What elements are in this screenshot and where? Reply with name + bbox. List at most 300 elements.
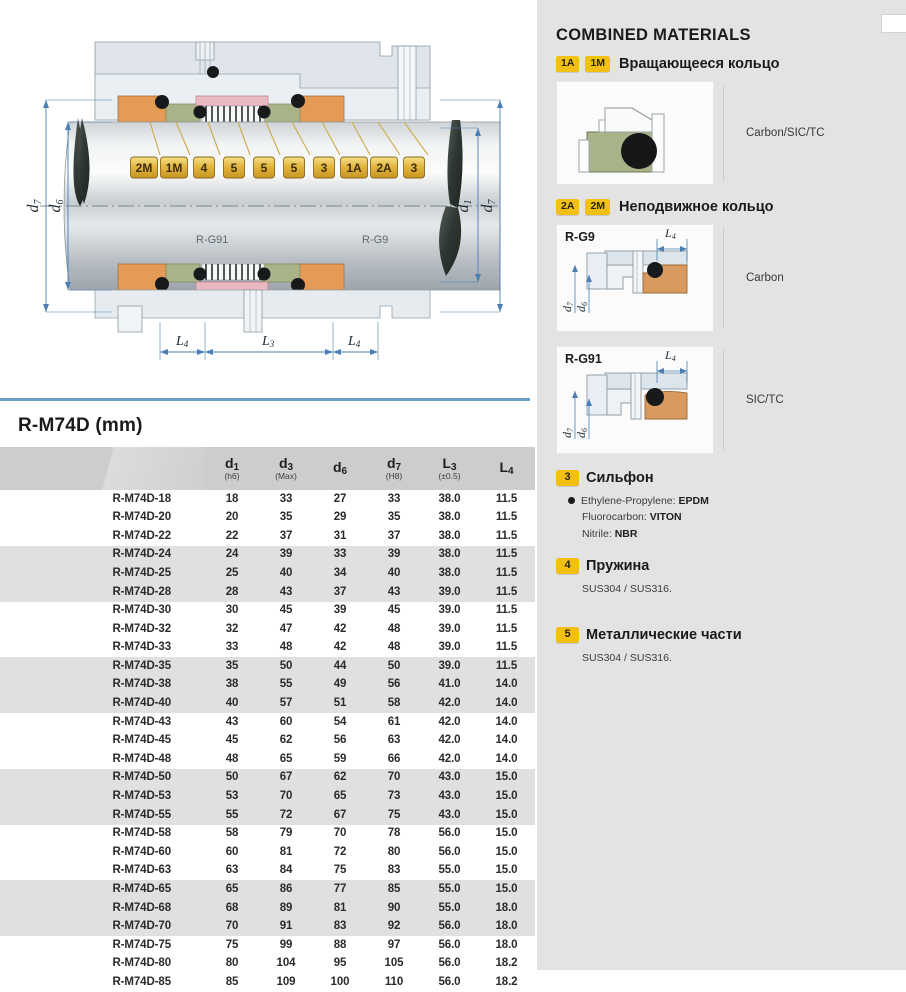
bellows-header (556, 470, 888, 486)
cell-model: R-M74D-24 (112, 548, 171, 561)
cell-d3: 33 (279, 492, 293, 505)
stationary-rg91-label: R-G91 (565, 352, 602, 366)
cell-d7: 39 (387, 548, 401, 561)
cell-L3: 42.0 (438, 715, 461, 728)
cell-model: R-M74D-55 (112, 808, 171, 821)
cell-L3: 41.0 (438, 678, 461, 691)
cell-d6: 72 (333, 845, 347, 858)
cell-d3: 62 (279, 734, 293, 747)
column-header-d6 (313, 447, 367, 490)
stationary-ring-title: Неподвижное кольцо (619, 199, 774, 215)
cell-d1: 33 (225, 641, 239, 654)
cell-L4: 11.5 (495, 641, 518, 654)
dim-L3-center-text: L3 (262, 334, 275, 349)
table-row[interactable] (0, 676, 535, 695)
cell-model: R-M74D-65 (112, 883, 171, 896)
cell-L3: 38.0 (438, 548, 461, 561)
bellows-section (556, 470, 888, 542)
cell-d1: 55 (225, 808, 239, 821)
metal-parts-section (556, 627, 888, 666)
stationary-ring-header (556, 199, 888, 215)
rg9-dim-d6-text: d6 (574, 302, 589, 312)
cell-d1: 70 (225, 920, 239, 933)
cell-L3: 55.0 (438, 901, 461, 914)
badge-2m: 2M (585, 199, 610, 214)
table-row[interactable] (0, 936, 535, 955)
cell-d7: 40 (387, 566, 401, 579)
cell-d1: 75 (225, 938, 239, 951)
cell-d1: 43 (225, 715, 239, 728)
stationary-rg91-material: SIC/TC (746, 394, 784, 406)
cell-d6: 70 (333, 827, 347, 840)
cell-d6: 42 (333, 622, 347, 635)
cell-d6: 49 (333, 678, 347, 691)
cell-L4: 15.0 (495, 864, 518, 877)
cell-model: R-M74D-38 (112, 678, 171, 691)
cell-model: R-M74D-20 (112, 511, 171, 524)
callout-badge-label: 5 (290, 161, 298, 175)
table-row[interactable] (0, 509, 535, 528)
column-header-L4 (478, 447, 535, 490)
column-header-d3 (259, 447, 313, 490)
cell-d1: 45 (225, 734, 239, 747)
bellows-value-3: NBR (614, 527, 638, 540)
cell-L4: 15.0 (495, 827, 518, 840)
cell-L4: 11.5 (495, 548, 518, 561)
sidebar-heading: COMBINED MATERIALS (556, 26, 751, 44)
cell-d1: 38 (225, 678, 239, 691)
cell-d7: 73 (387, 790, 401, 803)
table-row[interactable] (0, 732, 535, 751)
dim-d7-left-text: d7 (25, 199, 44, 213)
cell-L4: 14.0 (495, 715, 518, 728)
cell-d6: 31 (333, 529, 347, 542)
cell-d3: 91 (279, 920, 293, 933)
table-row[interactable] (0, 639, 535, 658)
cell-d6: 65 (333, 790, 347, 803)
cell-L4: 18.0 (495, 920, 518, 933)
cell-d1: 32 (225, 622, 239, 635)
housing-lower (95, 290, 430, 332)
bellows-line-2 (582, 509, 888, 525)
metal-parts-material: SUS304 / SUS316. (582, 652, 672, 665)
dim-d7-right-text: d7 (479, 199, 498, 213)
cell-L3: 43.0 (438, 808, 461, 821)
table-row[interactable] (0, 620, 535, 639)
column-header-symbol: $d_3$ (278, 454, 294, 473)
cell-d3: 60 (279, 715, 293, 728)
cell-d6: 33 (333, 548, 347, 561)
cell-L3: 39.0 (438, 641, 461, 654)
cell-model: R-M74D-63 (112, 864, 171, 877)
cell-d7: 75 (387, 808, 401, 821)
cell-L4: 18.0 (495, 901, 518, 914)
cell-L3: 56.0 (438, 957, 461, 970)
spring-title: Пружина (586, 557, 650, 574)
cell-d1: 68 (225, 901, 239, 914)
cell-d7: 48 (387, 622, 401, 635)
panel-notch-icon (881, 14, 906, 33)
spring-material: SUS304 / SUS316. (582, 582, 672, 595)
cell-L3: 39.0 (438, 659, 461, 672)
cell-L3: 42.0 (438, 734, 461, 747)
seal-assembly-drawing (0, 0, 530, 398)
cell-model: R-M74D-58 (112, 827, 171, 840)
cell-d3: 45 (279, 604, 293, 617)
cell-d6: 37 (333, 585, 347, 598)
cell-d6: 39 (333, 604, 347, 617)
cell-d7: 92 (387, 920, 401, 933)
cell-model: R-M74D-80 (112, 957, 171, 970)
cell-d6: 42 (333, 641, 347, 654)
table-row[interactable] (0, 546, 535, 565)
cell-L4: 14.0 (495, 734, 518, 747)
cell-d6: 88 (333, 938, 347, 951)
bellows-value-1: EPDM (678, 495, 709, 507)
cell-L3: 43.0 (438, 790, 461, 803)
cell-d6: 29 (333, 511, 347, 524)
combined-materials-sidebar (537, 0, 906, 970)
table-row[interactable] (0, 788, 535, 807)
cell-L4: 15.0 (495, 790, 518, 803)
cell-model: R-M74D-32 (112, 622, 171, 635)
cell-L3: 56.0 (438, 920, 461, 933)
cell-L3: 39.0 (438, 604, 461, 617)
table-row[interactable] (0, 583, 535, 602)
cell-d7: 110 (384, 975, 404, 988)
bellows-label-1: Ethylene-Propylene: (581, 495, 676, 507)
cell-L4: 14.0 (495, 678, 518, 691)
badge-3: 3 (556, 470, 579, 486)
cell-d6: 62 (333, 771, 347, 784)
column-header-note: (h6) (224, 471, 240, 482)
badge-5: 5 (556, 627, 579, 643)
stationary-rg9-label: R-G9 (565, 230, 595, 244)
callout-badge-label: 5 (260, 161, 268, 175)
cell-d7: 45 (387, 604, 401, 617)
cell-d7: 90 (387, 901, 401, 914)
cell-d3: 65 (279, 752, 293, 765)
cell-L3: 38.0 (438, 566, 461, 579)
badge-1m: 1M (585, 56, 610, 71)
cell-d3: 109 (276, 975, 296, 988)
table-row[interactable] (0, 899, 535, 918)
cell-d1: 35 (225, 659, 239, 672)
bellows-line-3 (582, 526, 888, 542)
cell-L4: 14.0 (495, 697, 518, 710)
bullet-dot-icon (568, 497, 575, 504)
cell-model: R-M74D-48 (112, 752, 171, 765)
spec-table-header-row (0, 447, 535, 490)
cell-d3: 72 (279, 808, 293, 821)
cell-d7: 70 (387, 771, 401, 784)
column-header-note: (±0.5) (438, 471, 461, 482)
rotating-ring-row (556, 81, 888, 185)
cell-L3: 55.0 (438, 883, 461, 896)
cell-L3: 38.0 (438, 529, 461, 542)
cell-L3: 39.0 (438, 585, 461, 598)
cell-L3: 39.0 (438, 622, 461, 635)
stationary-rg9-material: Carbon (746, 272, 784, 284)
column-header-model (0, 447, 205, 490)
cell-L3: 56.0 (438, 938, 461, 951)
cell-L4: 11.5 (495, 622, 518, 635)
cell-d3: 57 (279, 697, 293, 710)
callout-badge-label: 2M (135, 161, 153, 175)
seal-internals-lower (118, 264, 344, 292)
cell-L3: 42.0 (438, 752, 461, 765)
table-row[interactable] (0, 918, 535, 937)
cell-L3: 42.0 (438, 697, 461, 710)
cell-d1: 48 (225, 752, 239, 765)
table-row[interactable] (0, 880, 535, 899)
cell-d1: 22 (225, 529, 239, 542)
spec-table (0, 447, 535, 992)
cell-model: R-M74D-70 (112, 920, 171, 933)
cell-L3: 38.0 (438, 511, 461, 524)
table-row[interactable] (0, 973, 535, 992)
bellows-label-3: Nitrile: (582, 527, 612, 540)
rg91-dim-d6-text: d6 (574, 428, 589, 438)
cell-L4: 11.5 (495, 585, 518, 598)
cell-d7: 105 (384, 957, 404, 970)
cell-d1: 85 (225, 975, 239, 988)
cell-d6: 27 (333, 492, 347, 505)
cell-d7: 61 (387, 715, 401, 728)
rg91-dim-d7-text: d7 (560, 428, 575, 438)
spring-section (556, 558, 888, 597)
bellows-title: Сильфон (586, 470, 654, 486)
table-row[interactable] (0, 657, 535, 676)
cell-d6: 56 (333, 734, 347, 747)
cell-d1: 28 (225, 585, 239, 598)
cell-L4: 15.0 (495, 771, 518, 784)
cell-L3: 56.0 (438, 827, 461, 840)
cell-L4: 15.0 (495, 808, 518, 821)
cell-model: R-M74D-30 (112, 604, 171, 617)
cell-L4: 11.5 (495, 604, 518, 617)
cell-L4: 11.5 (495, 529, 518, 542)
rotating-ring-title: Вращающееся кольцо (619, 56, 780, 72)
cell-d3: 39 (279, 548, 293, 561)
callout-badge-label: 1A (346, 161, 362, 175)
cell-d3: 81 (279, 845, 293, 858)
dim-d6-left-text: d6 (47, 199, 66, 213)
stationary-variant-rg9-row (556, 224, 888, 332)
cell-d3: 99 (279, 938, 293, 951)
cell-model: R-M74D-50 (112, 771, 171, 784)
cell-d7: 85 (387, 883, 401, 896)
bellows-line-1 (568, 493, 888, 509)
cell-d7: 63 (387, 734, 401, 747)
cell-d6: 44 (333, 659, 347, 672)
table-row[interactable] (0, 713, 535, 732)
table-row[interactable] (0, 955, 535, 974)
cell-d3: 84 (279, 864, 293, 877)
cell-d3: 35 (279, 511, 293, 524)
cell-d7: 33 (387, 492, 401, 505)
cell-d7: 66 (387, 752, 401, 765)
cell-d3: 86 (279, 883, 293, 896)
cell-d3: 37 (279, 529, 293, 542)
column-header-note: (Max) (275, 471, 297, 482)
cell-d1: 30 (225, 604, 239, 617)
cell-model: R-M74D-53 (112, 790, 171, 803)
cell-d7: 48 (387, 641, 401, 654)
shaft-label-right-text: R-G9 (362, 234, 389, 246)
cell-d1: 18 (225, 492, 239, 505)
column-header-symbol: $L_3$ (442, 454, 457, 473)
cell-d1: 50 (225, 771, 239, 784)
dim-L4-left-text: L4 (176, 334, 189, 349)
cell-d1: 60 (225, 845, 239, 858)
cell-d7: 43 (387, 585, 401, 598)
callout-badge-label: 3 (320, 161, 328, 175)
column-header-symbol: $d_1$ (224, 454, 240, 473)
spring-header (556, 558, 888, 574)
bellows-label-2: Fluorocarbon: (582, 511, 647, 524)
cell-model: R-M74D-68 (112, 901, 171, 914)
table-row[interactable] (0, 769, 535, 788)
dim-L4-right-text: L4 (348, 334, 361, 349)
column-header-L3 (421, 447, 478, 490)
cell-model: R-M74D-45 (112, 734, 171, 747)
cell-L3: 55.0 (438, 864, 461, 877)
cell-L3: 56.0 (438, 845, 461, 858)
column-header-symbol: $L_4$ (499, 459, 514, 478)
seal-drawing-svg (0, 0, 530, 398)
cell-d6: 83 (333, 920, 347, 933)
cell-model: R-M74D-18 (112, 492, 171, 505)
cell-d1: 63 (225, 864, 239, 877)
cell-model: R-M74D-33 (112, 641, 171, 654)
cell-model: R-M74D-35 (112, 659, 171, 672)
cell-d3: 55 (279, 678, 293, 691)
cell-d6: 75 (333, 864, 347, 877)
cell-d3: 47 (279, 622, 293, 635)
cell-d6: 51 (333, 697, 347, 710)
table-row[interactable] (0, 806, 535, 825)
cell-d1: 65 (225, 883, 239, 896)
cell-d1: 20 (225, 511, 239, 524)
cell-d3: 70 (279, 790, 293, 803)
cell-d7: 50 (387, 659, 401, 672)
cell-d7: 83 (387, 864, 401, 877)
table-row[interactable] (0, 695, 535, 714)
rotating-ring-header (556, 56, 888, 72)
cell-d1: 24 (225, 548, 239, 561)
cell-d6: 100 (330, 975, 350, 988)
cell-d3: 48 (279, 641, 293, 654)
dim-d1-right-text: d1 (455, 199, 474, 213)
spec-table-panel (0, 398, 530, 988)
bellows-body (556, 493, 888, 542)
cell-L4: 15.0 (495, 883, 518, 896)
column-header-symbol: $d_6$ (332, 459, 348, 478)
cell-d3: 79 (279, 827, 293, 840)
table-row[interactable] (0, 527, 535, 546)
bellows-value-2: VITON (649, 511, 682, 524)
cell-model: R-M74D-40 (112, 697, 171, 710)
callout-badge-label: 3 (410, 161, 418, 175)
cell-d3: 67 (279, 771, 293, 784)
column-header-note: (H8) (385, 471, 403, 482)
cell-d7: 58 (387, 697, 401, 710)
cell-model: R-M74D-25 (112, 566, 171, 579)
spec-table-head (0, 447, 535, 490)
cell-d6: 95 (333, 957, 347, 970)
rg9-dim-d7-text: d7 (560, 302, 575, 312)
cell-L4: 15.0 (495, 845, 518, 858)
cell-d1: 80 (225, 957, 239, 970)
cell-L4: 18.2 (495, 975, 518, 988)
cell-L4: 18.2 (495, 957, 518, 970)
table-row[interactable] (0, 602, 535, 621)
cell-L3: 38.0 (438, 492, 461, 505)
cell-model: R-M74D-60 (112, 845, 171, 858)
cell-model: R-M74D-22 (112, 529, 171, 542)
column-header-symbol: $d_7$ (386, 454, 402, 473)
stationary-variant-rg91-row (556, 346, 888, 454)
rg9-dim-L4-text: L4 (665, 226, 676, 241)
cell-d6: 77 (333, 883, 347, 896)
cell-model: R-M74D-75 (112, 938, 171, 951)
cell-d7: 37 (387, 529, 401, 542)
cell-L4: 11.5 (495, 566, 518, 579)
rg91-dim-L4-text: L4 (665, 348, 676, 363)
spec-table-body (0, 490, 535, 992)
table-row[interactable] (0, 750, 535, 769)
table-row[interactable] (0, 490, 535, 509)
column-header-d7 (367, 447, 421, 490)
cell-d1: 40 (225, 697, 239, 710)
callout-badge-label: 2A (376, 161, 392, 175)
cell-d6: 34 (333, 566, 347, 579)
metal-parts-title: Металлические части (586, 627, 742, 644)
cell-model: R-M74D-28 (112, 585, 171, 598)
cell-d6: 59 (333, 752, 347, 765)
cell-d7: 35 (387, 511, 401, 524)
cell-d7: 80 (387, 845, 401, 858)
cell-d7: 56 (387, 678, 401, 691)
cell-L4: 18.0 (495, 938, 518, 951)
cell-d3: 104 (276, 957, 296, 970)
cell-d6: 67 (333, 808, 347, 821)
cell-d1: 53 (225, 790, 239, 803)
table-row[interactable] (0, 825, 535, 844)
table-row[interactable] (0, 862, 535, 881)
badge-2a: 2A (556, 199, 579, 214)
table-title: R-M74D (mm) (18, 415, 143, 436)
cell-d7: 78 (387, 827, 401, 840)
badge-4: 4 (556, 558, 579, 574)
callout-badge-label: 1M (165, 161, 183, 175)
callout-badge-label: 5 (230, 161, 238, 175)
cell-L4: 11.5 (495, 492, 518, 505)
cell-d6: 54 (333, 715, 347, 728)
cell-d3: 89 (279, 901, 293, 914)
cell-L4: 11.5 (495, 511, 518, 524)
cell-d1: 58 (225, 827, 239, 840)
badge-1a: 1A (556, 56, 579, 71)
table-row[interactable] (0, 843, 535, 862)
cell-L4: 14.0 (495, 752, 518, 765)
cell-d3: 40 (279, 566, 293, 579)
cell-model: R-M74D-85 (112, 975, 171, 988)
cell-model: R-M74D-43 (112, 715, 171, 728)
table-row[interactable] (0, 564, 535, 583)
rotating-ring-material: Carbon/SIC/TC (746, 127, 825, 139)
